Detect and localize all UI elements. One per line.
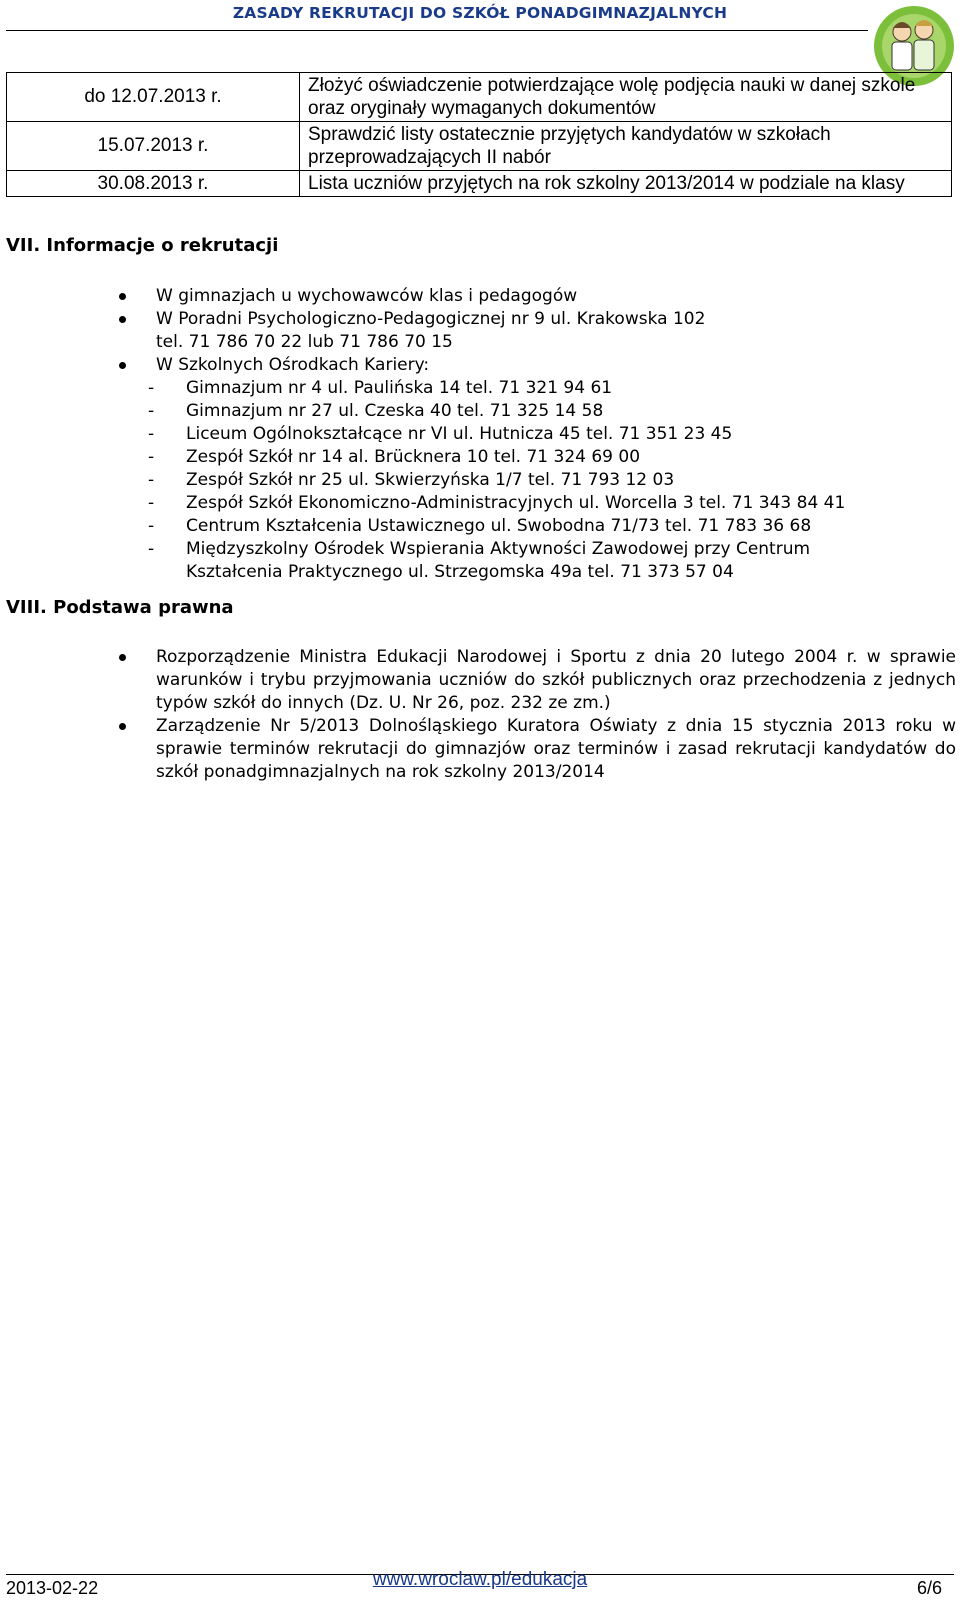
table-row: [7, 122, 952, 171]
schedule-date: 30.08.2013 r.: [7, 171, 300, 197]
list-item: - Zespół Szkół nr 25 ul. Skwierzyńska 1/7 tel. 71 793 12 03: [148, 469, 908, 492]
schedule-description: Złożyć oświadczenie potwierdzające wolę podjęcia nauki w danej szkole oraz oryginały wymaganych dokumentów: [300, 73, 952, 122]
header-rule: [6, 30, 868, 31]
career-centers-list: [106, 377, 908, 584]
schedule-table: [6, 72, 952, 197]
phone-line: tel. 71 786 70 22 lub 71 786 70 15: [156, 332, 453, 352]
page-header-title: ZASADY REKRUTACJI DO SZKÓŁ PONADGIMNAZJALNYCH: [232, 4, 728, 22]
list-item: - Centrum Kształcenia Ustawicznego ul. Swobodna 71/73 tel. 71 783 36 68: [148, 515, 908, 538]
information-list: [106, 285, 908, 584]
list-item: [106, 308, 908, 331]
list-item: - Gimnazjum nr 27 ul. Czeska 40 tel. 71 325 14 58: [148, 400, 908, 423]
list-item-text: W Poradni Psychologiczno-Pedagogicznej nr 9 ul. Krakowska 102: [156, 309, 706, 329]
list-item: - Zespół Szkół nr 14 al. Brücknera 10 tel. 71 324 69 00: [148, 446, 908, 469]
list-item-text: W gimnazjach u wychowawców klas i pedagogów: [156, 286, 578, 306]
career-centers-container: [106, 377, 908, 584]
list-item: - Liceum Ogólnokształcące nr VI ul. Hutnicza 45 tel. 71 351 23 45: [148, 423, 908, 446]
schedule-date: 15.07.2013 r.: [7, 122, 300, 171]
section-heading-legal-basis: VIII. Podstawa prawna: [6, 597, 234, 618]
table-row: [7, 73, 952, 122]
list-item-text: W Szkolnych Ośrodkach Kariery:: [156, 355, 430, 375]
page-number: 6/6: [916, 1578, 942, 1598]
list-item: - Gimnazjum nr 4 ul. Paulińska 14 tel. 71 321 94 61: [148, 377, 908, 400]
list-item: [106, 285, 908, 308]
list-item: Zarządzenie Nr 5/2013 Dolnośląskiego Kuratora Oświaty z dnia 15 stycznia 2013 roku w sprawie terminów rekrutacji do gimnazjów oraz terminów i zasad rekrutacji kandydatów do szkół ponadgimnazjalnych na rok szkolny 2013/2014: [106, 715, 956, 784]
footer-date: 2013-02-22: [6, 1578, 99, 1598]
list-item: Rozporządzenie Ministra Edukacji Narodowej i Sportu z dnia 20 lutego 2004 r. w sprawie warunków i trybu przyjmowania uczniów do szkół publicznych oraz przechodzenia z jednych typów szkół do innych (Dz. U. Nr 26, poz. 232 ze zm.): [106, 646, 956, 715]
schedule-description: Sprawdzić listy ostatecznie przyjętych kandydatów w szkołach przeprowadzających II nabór: [300, 122, 952, 171]
schedule-description: Lista uczniów przyjętych na rok szkolny 2013/2014 w podziale na klasy: [300, 171, 952, 197]
table-row: [7, 171, 952, 197]
legal-basis-list: [106, 646, 956, 784]
section-heading-information: VII. Informacje o rekrutacji: [6, 235, 279, 256]
list-item-continuation: [106, 331, 908, 354]
schedule-date: do 12.07.2013 r.: [7, 73, 300, 122]
list-item: - Zespół Szkół Ekonomiczno-Administracyjnych ul. Worcella 3 tel. 71 343 84 41: [148, 492, 908, 515]
footer-link[interactable]: www.wroclaw.pl/edukacja: [372, 1569, 588, 1590]
list-item: - Międzyszkolny Ośrodek Wspierania Aktywności Zawodowej przy Centrum Kształcenia Praktycznego ul. Strzegomska 49a tel. 71 373 57 04: [148, 538, 908, 584]
list-item: [106, 354, 908, 377]
